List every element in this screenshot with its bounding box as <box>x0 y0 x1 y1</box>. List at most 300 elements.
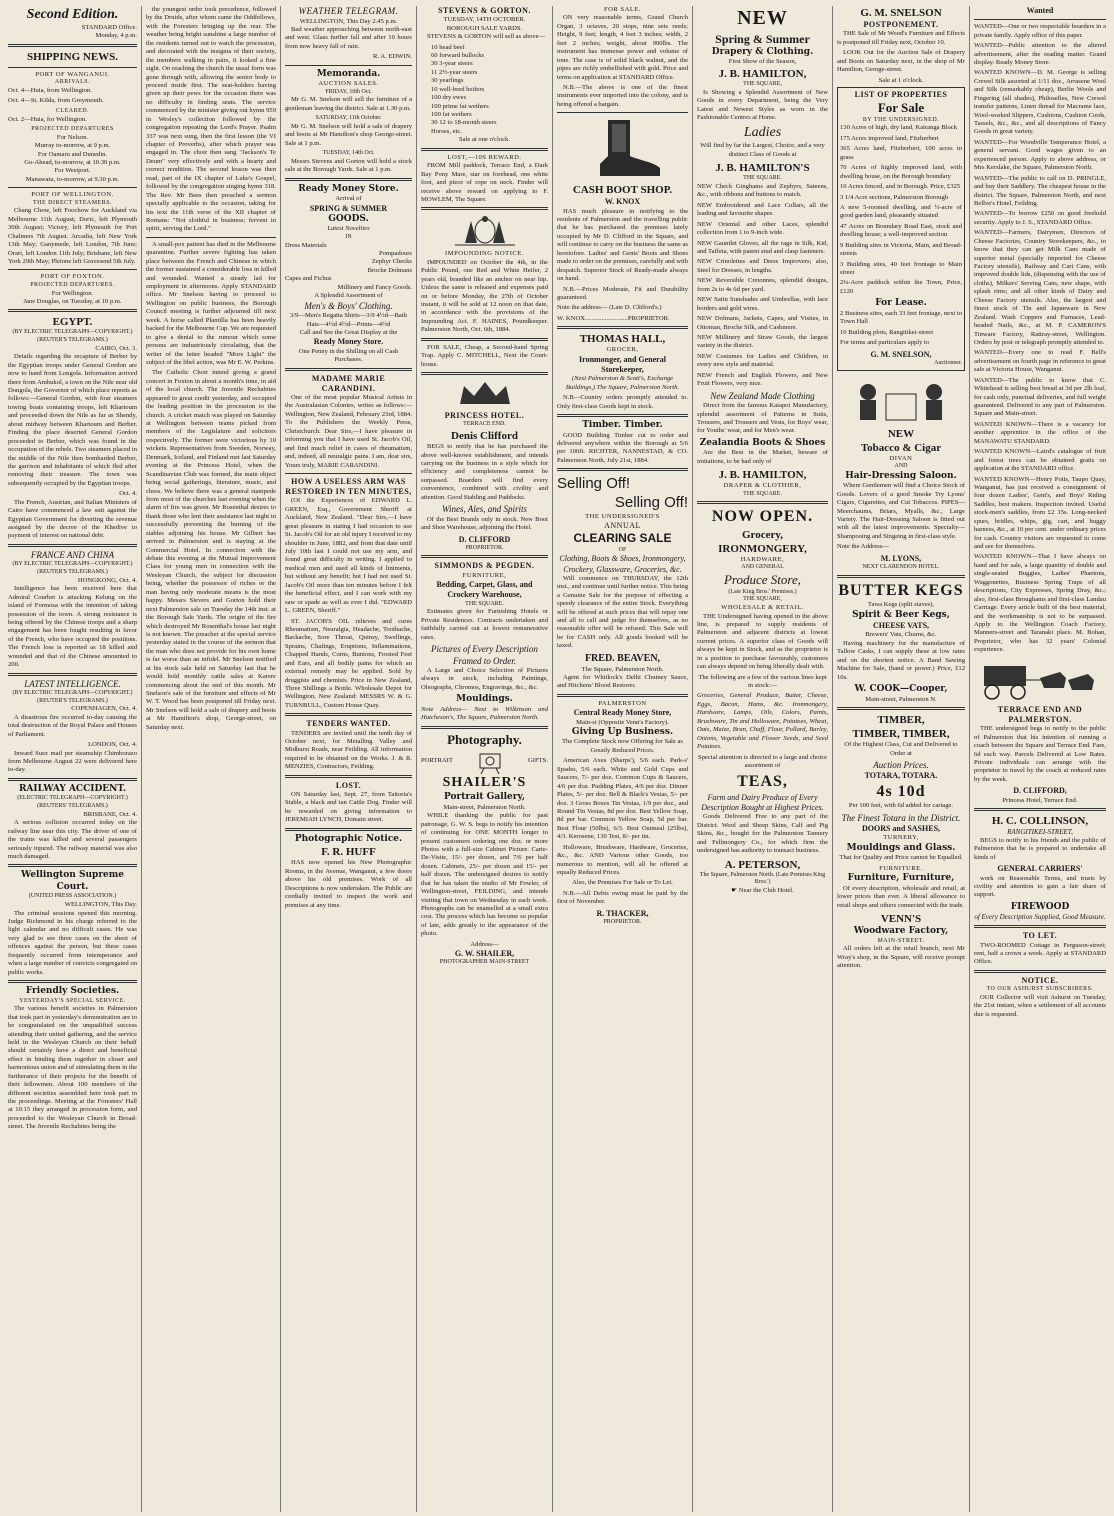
madame-heading: MADAME MARIE CARANDINI. <box>311 373 386 393</box>
thall-name: THOMAS HALL, <box>579 333 666 346</box>
furniture-label: FURNITURE. <box>879 864 923 872</box>
impound-text: IMPOUNDED on October the 4th, in the Public Pound, one Red and White Heifer, 2 years old, branded like an anchor on near hip. Unless the same is released and expenses paid on or before Monday, the 27th of October instant, it will be sold at 12 noon on that date, in accordance with the provisions of the Impounding Act. F. HAINES, Poundkeeper. Palmerston North, Oct. 6th, 1884. <box>421 258 548 334</box>
quality-text: That for Quality and Price cannot be Equalled. <box>839 854 963 862</box>
for-sale-trap: FOR SALE, Cheap, a Second-hand Spring Trap. Apply C. MITCHELL, Next the Court-house. <box>421 343 548 368</box>
square-label: THE SQUARE. <box>743 490 782 497</box>
postponement-heading: POSTPONEMENT. <box>863 20 939 30</box>
auction-date: FRIDAY, 10th Oct. <box>325 88 372 95</box>
shipping-title: SHIPPING NEWS. <box>26 50 119 63</box>
organ-nb: N.B.—The above is one of the finest instruments ever imported into the colony, and is being offered a bargain. <box>557 83 688 108</box>
lost-text: FROM Mill paddock, Terrace End, a Dark Bay Pony Mare, star on forehead, one white foot, and piece of rope on neck. Finder will receive above reward on applying to F. MOWLEM, The Square. <box>421 162 548 203</box>
lookout-text: LOOK Out for the Auction Sale of Drapery and Boots on Saturday next, in the shop of Mr Hamilton, George-street. <box>837 49 965 74</box>
firewood-text: of Every Description Supplied, Good Measure. <box>974 913 1106 922</box>
departure-line: For Nelson. <box>56 133 89 141</box>
auction-text: Mr G. M. Snelson will hold a sale of drapery and boots at Mr Hamilton's shop George-street. Sale at 1 p.m. <box>285 122 412 147</box>
column-5 <box>553 6 693 1512</box>
finest-totara: The Finest Totara in the District. <box>841 812 961 823</box>
friendly-heading: Friendly Societies. <box>25 986 120 997</box>
article-text: The criminal sessions opened this morning. Judge Richmond in his charge referred to the light calendar and no difficult cases. He was very glad to see three cases on the sheet of offences against the person, but these cases frequently occurred from intemperance and when a large number of convicts congregated on public works. <box>8 909 137 976</box>
divider <box>974 970 1106 973</box>
property-item: 9 Building sites in Victoria, Main, and Broad-streets <box>840 241 962 258</box>
article-text: The French, Austrian, and Italian Ministers of Cairo have commenced a law suit against the Egyptian Government for diverting the revenue assigned by the decree of the Khedive to payment of interest on national debt. <box>8 498 137 540</box>
property-item: 10 Acres fenced, and in Borough. Price, £325 <box>840 183 961 191</box>
to-let-text: TWO-ROOMED Cottage in Ferguson-street; rent, half a crown a week. Apply at STANDARD Office. <box>974 941 1106 966</box>
postpone-text: THE Sale of Mr Wood's Furniture and Effects is postponed till Friday next, October 10. <box>837 30 965 46</box>
divider <box>421 338 548 341</box>
property-item: 2¼-Acre paddock within the Town, Price, £120 <box>840 279 962 295</box>
departure-line: Manawatu, to-morrow, at 9.30 p.m. <box>25 175 120 183</box>
timber-heading: Timber. Timber. <box>582 419 663 430</box>
mouldings-heading: Mouldings. <box>456 694 513 705</box>
and-label: AND <box>894 463 908 470</box>
sale-date: TUESDAY, 14TH OCTOBER. <box>443 16 526 24</box>
stock-item: 100 fat wethers <box>431 111 472 119</box>
now-open-heading: NOW OPEN. <box>711 508 814 526</box>
column-6 <box>693 6 833 1512</box>
assortment-text: A Splendid Assortment of <box>314 292 383 300</box>
coach-illustration-icon <box>980 658 1100 702</box>
dateline: HONGKONG, Oct. 4. <box>77 576 137 584</box>
column-4 <box>417 6 553 1512</box>
wanted-ad: WANTED—Farmers, Dairymen, Directors of Cheese Factories, Country Storekeepers, &c., to know that they can get Milk Cans made of superior metal (specially imported for Cheese Factory utensils), Railway and Cart Cans, with improved double lids, (dispensing with the use of cloths), Milkers' Serving Cans, new shape, with splash rims; and all other kinds of Dairy and Cheese Factory utensils. Also, the largest and finest stock of Tin and Japanware in New Zealand. Wash Coppers and Furnaces, Lead-headed Nails, &c., at M. P. CAMERON'S Tinware Factory, Rattray-street, Wellington. Orders by post or telegraph promptly attended to. <box>974 229 1106 346</box>
special-label: Special attention is directed to a large and choice assortment of <box>697 753 828 769</box>
smoker-illustration-icon <box>846 374 956 424</box>
new-item: NEW French and English Flowers, and New Fruit Flowers, very nice. <box>697 371 828 388</box>
port-wellington: PORT OF WELLINGTON. <box>31 191 114 199</box>
of-label: OF <box>618 546 627 553</box>
stock-list <box>421 44 548 137</box>
hollowware-text: Holloware, Brushware, Hardware, Groceries, &c., &c. AND Various other Goods, too numerous to mention, will all be offered at equally Reduced Prices. <box>557 843 688 877</box>
item-line: Pompadours <box>379 249 412 257</box>
near-club: Near the Club Hotel. <box>738 886 794 894</box>
hotel-text: BEGS to notify that he has purchased the above well-known establishment, and intends carrying on the business in a style which for efficiency and completeness cannot be surpassed. Boarders will find every convenience, combined with civility and attention. Good Stabling and Paddocks. <box>421 443 548 501</box>
departure-line: Murray to-morrow, at 9 p.m. <box>34 142 111 150</box>
useless-arm-heading: HOW A USELESS ARM WAS RESTORED IN TEN MINUTES, <box>285 476 412 497</box>
totara-heading: TOTARA, TOTARA. <box>864 771 938 781</box>
madame-text: One of the most popular Musical Artists in the Australasian Colonies, writes as follows:— Wellington, New Zealand, February 23rd, 1884. To the Publishers the Weekly Press, Christchurch. Dear Sirs,—I have pleasure in informing you that I have used St. Jacob's Oil, and find much relief in cases of rheumatism, and, indeed, all neuralgic pains. I am, dear sirs, Yours truly, MARIE CARANDINI. <box>285 394 412 469</box>
divider <box>8 673 137 676</box>
divider <box>421 372 548 375</box>
cleared-line: Oct. 2—Huia, for Wellington. <box>8 115 87 123</box>
sale-time: Sale at 1 o'clock. <box>878 76 924 84</box>
jbh-name: J. B. HAMILTON, <box>718 67 807 80</box>
huff-name: F. R. HUFF <box>321 846 376 859</box>
annual-label: ANNUAL <box>604 521 641 531</box>
tenders-heading: TENDERS WANTED. <box>306 719 391 729</box>
column-3 <box>281 6 417 1512</box>
telegram-credit: (ELECTRIC TELEGRAPH—COPYRIGHT.) (REUTERS' TELEGRAMS.) <box>17 795 128 810</box>
divider <box>285 828 412 831</box>
camera-icon <box>476 748 504 774</box>
cook-name: W. COOK—Cooper, <box>854 683 948 694</box>
wholesale-label: WHOLESALE & RETAIL. <box>721 604 804 612</box>
mouldings-glass: Mouldings and Glass. <box>846 842 956 853</box>
forsale-heading: FOR SALE. <box>603 6 642 13</box>
article-text: Details regarding the recapture of Berber by the Egyptian troops under General Gordon are now to hand from Longola. Information arrived there from Ambukol, a town on the Nile near old Dongola, the Governor of which place reports as follows:—General Gordon, with four steamers towing boats containing troops, left Khartoum and proceeded down the Nile as far as Shendy, about midway between Khartoum and Berber. Finding the place deserted General Gordon proceeded to Berber, which was found in the occupation of the rebels. Two steamers placed in the middle of the Nile then bombarded Berber, the garrison and inhabitants of which fled after removing their treasure. The town was subsequently occupied by the Egyptian troops. <box>8 353 137 487</box>
telegram-credit: (UNITED PRESS ASSOCIATION.) <box>28 893 117 900</box>
pictures-text: A Large and Choice Selection of Pictures always in stock, including Paintings, Oleographs, Chromos, Engravings, &c., &c. <box>421 667 548 691</box>
stock-item: 30 3-year steers <box>431 60 473 68</box>
goods-heading: GOODS. <box>328 213 369 224</box>
lease-item: 2 Business sites, each 33 feet frontage, next to Town Hall <box>840 309 962 326</box>
new-heading: NEW <box>737 7 788 29</box>
item-line: Zephyr Checks <box>371 258 412 266</box>
article-text: Intelligence has been received here that Admiral Courbet is attacking Kelung on the island of Formosa with the intention of taking possession of the town. A strong resistance is being offered by the Chinese troops and a sharp engagement has been fought resulting in favor of the French, who have occupied the positions. The French loss is reported as 18 killed and wounded and that of the Chinese amounted to 200. <box>8 585 137 669</box>
spring-summer: SPRING & SUMMER <box>309 203 388 213</box>
divider <box>421 207 548 210</box>
clothing-list: Clothing, Boots & Shoes, Ironmongery, Crockery, Glassware, Groceries, &c. <box>559 554 686 574</box>
beaven-agent: Agent for Whitlock's Delhi Chutney Sauce, and Hitchens' Blood Restorer. <box>557 673 688 690</box>
jbh-name: J. B. HAMILTON, <box>718 469 807 482</box>
departure-line: For Oamaru and Dunedin. <box>37 150 108 158</box>
price-items: American Axes (Sharps'), 5/6 each. Park-s' Spades, 5/6 each. White and Gold Cups and Saucers, 7/- per doz. Common Cups & Saucers, 4/6 per doz. Pudding Plates, 4/6 per doz. Dinner Plates, 5/- per doz. Bell & Black's Vestas, 5/- per doz. 3 Gross Boxes Tin Vestas, 1/9 per doz., and Round Tin Vestas, 8d per doz. Best Yellow Soap, 8d per bar. Common Yellow Soap, 5d per bar. Best Flour (50lbs), 6/3. Best Oatmeal (25lbs), 4/3. Kerosene, 130 Test, 8/- per tin. <box>557 757 688 841</box>
column-7 <box>833 6 970 1512</box>
stock-item: 30 12 to 18-month steers <box>431 119 497 127</box>
farm-text: Goods Delivered Free to any part of the District. Wool and Sheep Skins, Calf and Pig Skins, &c., bought for the Palmerston Tannery and Fellmongery Co., for which firm the undersigned has authority to transact business. <box>697 813 828 855</box>
cleared-heading: CLEARED. <box>55 107 90 114</box>
peterson-name: A. PETERSON, <box>724 858 801 871</box>
wanted-ad: WANTED KNOWN—That I have always on hand and for sale, a large quantity of double and single-seated Buggies, Ladies' Phaetons, Waggonettes, Business Spring Traps of all descriptions, City Expresses, Spring Dray, &c.; also, first-class Broughams and first-class Landau Carriage. Every article built of the best material, and the workmanship is not to be surpassed. Apply to the Wellington Coach Factory, Manners-street and Taranaki place. M. Bohan, Proprietor, who has 32 years' Colonial experience. <box>974 553 1106 654</box>
firewood-heading: FIREWOOD <box>1010 901 1070 912</box>
carriers-heading: GENERAL CARRIERS' <box>997 864 1083 874</box>
princess-label: Princess Hotel, Terrace End. <box>1002 796 1078 804</box>
dateline: BRISBANE, Oct. 4. <box>83 810 137 818</box>
wanted-ad: WANTED—For Woodville Temperance Hotel, a general servant. Good wages given to an experienced person. Apply to above address, or Mrs Kerslake, the Square, Palmerston North. <box>974 138 1106 172</box>
divider <box>8 187 137 188</box>
timber-heading: TIMBER, TIMBER, <box>852 728 950 741</box>
divider <box>285 713 412 716</box>
totara-price: 4s 10d <box>876 782 926 800</box>
supreme-court-heading: Wellington Supreme Court. <box>20 870 125 892</box>
article-text: Inward Suez mail per steamship Chimborazo from Melbourne August 22 were delivered here to-day. <box>8 749 137 774</box>
clearing-text: Will commence on THURSDAY, the 12th inst., and continue until further notice. This being a Genuine Sale for the purpose of effecting a speedy clearance of the entire Stock. Everything will be offered at such prices that will repay one and all to call and judge for themselves, as no reasonable offer will be refused. This Sale will be for CASH only. All goods booked will be taxed. <box>557 574 688 650</box>
divider <box>8 864 137 867</box>
butter-kegs-heading: BUTTER KEGS <box>838 581 964 599</box>
new-item: NEW Satin Sunshades and Umbrellas, with lace borders and gold wires. <box>697 296 828 312</box>
near-row <box>697 887 828 895</box>
lines-text: Groceries, General Produce, Butter, Cheese, Eggs, Bacon, Hams, &c. Ironmongery, Hardware, Lamps, Oils, Colors, Paints, Brushware, Tin and Holloware, Potatoes, Wheat, Oats, Maize, Bran, Chaff, Flour, Pollard, Barley, Onions, Vegetable and Flower Seeds, and Seed Potatoes. <box>697 692 828 751</box>
weather-sig: R. A. EDWIN. <box>372 53 412 61</box>
stock-item: 11 2½-year steers <box>431 68 478 76</box>
property-item: A new 5-roomed dwelling, and ½-acre of good garden land, pleasantly situated <box>840 203 962 220</box>
departure-line: Jane Douglas, on Tuesday, at 10 p.m. <box>23 297 122 305</box>
ironmongery-heading: IRONMONGERY, <box>718 542 807 555</box>
undersigned-label: THE UNDERSIGNED'S <box>585 512 660 520</box>
direct-steamers: THE DIRECT STEAMERS. <box>32 199 113 206</box>
rms-footer: Ready Money Store. <box>313 337 384 347</box>
turnery-label: TURNERY, <box>883 834 919 842</box>
port-wanganui: PORT OF WANGANUI. <box>35 70 110 78</box>
knox-proprietor: W. KNOX..........................PROPRIETOR. <box>557 314 670 322</box>
port-foxton: PORT OF FOXTON. <box>40 273 105 281</box>
collinson-text: BEGS to notify to his friends and the public of Palmerston that he is prepared to undertake all kinds of <box>974 836 1106 861</box>
farm-heading: Farm and Dairy Produce of Every Description Bought at Highest Prices. <box>701 792 824 813</box>
cook-text: Having machinery for the manufacture of Tallow Casks, I can supply these at low rates and on the shortest notice. A Band Sawing Machine for Sale, (hand or power.) Price, £12 10s. <box>837 639 965 681</box>
latest-heading: LATEST INTELLIGENCE. <box>24 678 121 689</box>
dateline: WELLINGTON, This Day. <box>64 901 137 909</box>
photo-notice-heading: Photographic Notice. <box>294 833 403 844</box>
pointing-hand-icon: ☛ <box>731 886 738 894</box>
shailer-name: SHAILER'S <box>442 775 527 791</box>
timber-text: Of the Highest Class, Cut and Delivered to Order at <box>844 741 958 757</box>
divider <box>8 980 137 983</box>
departure-line: Go-Ahead, to-morrow, at 10.30 p.m. <box>24 158 121 166</box>
auction-heading: AUCTION SALES. <box>318 80 379 88</box>
giving-up-heading: Giving Up Business. <box>571 726 674 737</box>
jbh-text: Is Showing a Splendid Assortment of New Goods in every Department, being the Very Latest and Newest Styles as worn in the Fashionable Centres at Home. <box>697 88 828 121</box>
arrival-line: Oct. 4—St. Kilda, from Greymouth. <box>8 97 104 105</box>
gws-name: G. W. SHAILER, <box>454 949 515 959</box>
giving-text: The Complete Stock now Offering for Sale as Greatly Reduced Prices. <box>562 738 683 754</box>
penny-text: One Penny in the Shilling on all Cash Purchases. <box>298 347 399 364</box>
woodware-factory: Woodware Factory, <box>853 926 949 937</box>
per-100-text: Per 100 feet, with 6d added for cartage. <box>848 802 954 810</box>
cook-address: Main-street, Palmerston N. <box>865 695 937 703</box>
wines-text: Of the Best Brands only in stock. New Boot and Shoe Warehouse, adjoining the Hotel. <box>421 515 548 532</box>
tobacco-heading: Tobacco & Cigar <box>860 441 942 454</box>
useless-arm-text: (Of the Experiences of EDWARD L. GREEN, Esq., Government Sheriff at Auckland, New Zealand. "Dear Sirs,—I have great pleasure in stating I had occasion to use St. Jacob's Oil for an old injury I received to my shoulder in June, 1882, and from that date until July 10th last I could not use my arm, and found great difficulty in writing. I applied to medical men and used all kinds of liniments, but without any benefit; but I had not used St. Jacob's Oil more than ten minutes before I felt the beneficial effect, and I can work with my saw or spade as well as ever I did. "EDWARD L. GREEN, Sheriff." <box>285 497 412 615</box>
iron-label: Ironmonger, and General Storekeeper, <box>579 354 666 374</box>
bedding-heading: Bedding, Carpet, Glass, and Crockery Warehouse, <box>436 580 533 600</box>
property-item: 130 Acres of high, dry land, Kairanga Block <box>840 124 958 132</box>
organ-text: ON very reasonable terms, Grand Church Organ, 3 octaves, 20 stops, nine sets reeds; Height, 9 feet; length, 4 feet 3 inches; width, 2 feet 2 inches; weight, about 900lbs. The instrument has immense power and volume of tone. The case is of solid black walnut, and the pipes are richly embellished with gold. Price and terms on application at STANDARD Office. <box>557 14 688 81</box>
lease-item: 10 Building plots, Rangitikei-street <box>840 328 934 336</box>
divider <box>285 65 412 66</box>
divider <box>8 44 137 47</box>
telegram-credit: (BY ELECTRIC TELEGRAPH—COPYRIGHT.) (REUTER'S TELEGRAMS.) <box>12 690 133 704</box>
open-text: THE Undersigned having opened in the above line, is prepared to supply residents of Palmerston and adjacent districts at lowest current prices. A superior class of Goods will always be kept in Stock, and as the proprietor is in a position to purchase favourably, customers can always depend on being liberally dealt with. <box>697 612 828 671</box>
shailer-text: WHILE thanking the public for past patronage, G. W. S. begs to notify his intention of continuing for ONE MONTH longer to present customers ordering one doz. or more Photos with a full-size Cabinet Picture. Carte-De-Visite, 15/- per dozen, and 7/6 per half dozen. Cabinets, 25/- per dozen and 15/- per half dozen. The undersigned desires to notify that he has taken the studio of Mr Fowler, of Wellington-street, FEILDING, and intends visiting that town on Wednesday in each week. Photographs can be enamelled at a small extra cost. The process which has become so popular of late, adds greatly to the appearance of the photo. <box>421 812 548 938</box>
grocery-heading: Grocery, <box>741 528 784 541</box>
impound-heading: IMPOUNDING NOTICE. <box>445 250 524 258</box>
late-premises: (Late King Bros.' Premises.) <box>728 588 797 595</box>
clifford-name: D. CLIFFORD, <box>1013 786 1067 796</box>
wanted-ad: WANTED KNOWN—D. M. George is selling Crewel Silk assorted at 1/11 doz., Arrasene Wool and Silk (remarkably cheap), Berlin Wools and Fingering (all shades), Philoselles, New Crewel transfer patterns, Linen thread for Macrame lace, Wool-worked Slippers, Cushions, Cushion Cords, Tassels, &c., &c., and all descriptions of Fancy Goods in great variety. <box>974 69 1106 136</box>
collinson-name: H. C. COLLINSON, <box>991 814 1089 827</box>
projected-heading: PROJECTED DEPARTURES. <box>30 281 115 288</box>
lyons-name: M. LYONS, <box>880 553 922 563</box>
ladies-text: Will find by far the Largest, Choice, and a very distinct Class of Goods at <box>700 142 825 158</box>
knox-name: W. KNOX <box>604 197 641 207</box>
stock-item: 30 yearlings <box>431 77 464 85</box>
wanted-ad: WANTED—One or two respectable boarders in a private family. Apply office of this paper. <box>974 23 1106 39</box>
divider <box>285 178 412 181</box>
property-item: 365 Acres land, Fitzherbert, 100 acres in grass <box>840 145 962 161</box>
divider <box>8 309 137 312</box>
telegram-credit: (BY ELECTRIC TELEGRAPH—COPYRIGHT.) (REUTER'S TELEGRAMS.) <box>12 561 133 576</box>
auctioneer-label: Auctioneer. <box>934 359 962 366</box>
wanted-ad: WANTED—Public attention to the altered advertisement, after the reading matter. Grand display. Ready Money Store. <box>974 42 1106 66</box>
divider <box>8 269 137 270</box>
departure-line: For Wellington. <box>51 289 94 297</box>
article-text: The Catholic Choir intend giving a grand concert in Foxton in about a month's time, in aid of the local church. The Juvenile Rechabites appeared to great credit yesterday, and occupied the leading position in the procession to the church. A cricket match was played on Saturday at Wellington between teams picked from members of the Legislature and solicitors respectively. The former were victorious by 10 wickets. Representatives from Sweden, Norway, Denmark, Iceland, and Finland met last Saturday evening at the Princess Hotel, when the Scandinavian Club was formed, the main object being social gatherings, literature, music, and chess. We believe there was a general stampede from most of the churches last evening when the alarm of fire was given. Mr Rosenthal desires to thank those who lent their assistance last night in successfully preventing the burning of the stables adjoining his house. Mr Gilbert has arrived in Palmerston and is staying at the Commercial Hotel. In connection with the debate this evening at the Mutual Improvement Class for young men in connection with the Wesleyan Church, the subject for discussion being, whether the possessor of riches or the man having only moderate means is the most happy. Messrs Sievers and Gorton hold their next Palmerston sale on Tuesday the 14th inst. at the Borough Sale Yards. The origin of the fire which destroyed Mr Rosenthal's house last night is not known. The preacher at the special service yesterday stated in the course of the sermon that the man who does not provide for his own home is far worse than an infidel. Mr Snelson notified at his stock sale held on Saturday last that he would hold monthly cattle sales at Karere commencing about the end of this month. Mr Snelson's sale of the furniture and effects of Mr W. T. Wood has been postponed till Friday next. Mr Snelson will hold a sale of drapery and boots at Mr Hamilton's shop, George-street, on Saturday next. <box>146 369 276 731</box>
thall-address: (Next Palmerston & Scott's, Exchange Buildings,) The Square, Palmerston North. <box>565 375 680 391</box>
main-street: Main-st (Opposite Venn's Factory). <box>576 718 669 726</box>
furniture-heading: Furniture, Furniture, <box>847 873 955 884</box>
in-label: IN <box>345 233 352 240</box>
new-heading: NEW <box>887 427 915 440</box>
divider <box>557 326 688 329</box>
firm-heading: STEVENS & GORTON. <box>438 6 531 15</box>
office-line: STANDARD Office. <box>81 23 137 31</box>
furniture-heading: FURNITURE, <box>462 571 507 579</box>
divider <box>557 112 688 113</box>
lost-heading: LOST,—10S REWARD. <box>447 153 522 161</box>
ladies-heading: Ladies <box>743 125 782 141</box>
thall-nb: N.B—Country orders promptly attended to. Only first-class Goods kept in stock. <box>557 394 688 410</box>
pictures-heading: Pictures of Every Description Framed to Order. <box>431 644 538 666</box>
zealandia-heading: Zealandia Boots & Shoes <box>699 437 826 448</box>
telegram-credit: (BY ELECTRIC TELEGRAPH—COPYRIGHT.) (REUTER'S TELEGRAMS.) <box>12 329 133 344</box>
divider <box>837 707 965 710</box>
auction-date: SATURDAY, 11th October. <box>315 115 382 122</box>
arrival-line: Oct. 4—Huia, from Wellington. <box>8 86 92 94</box>
following-label: The following are a few of the various lines kept in stock:— <box>698 673 827 690</box>
projected-heading: PROJECTED DEPARTURES <box>31 125 114 132</box>
and-general-label: AND GENERAL <box>741 564 784 571</box>
knox-nb: N.B.—Prices Moderate, Fit and Durability guaranteed. <box>557 285 688 301</box>
egypt-heading: EGYPT. <box>52 316 93 329</box>
zealandia-text: Are the Best in the Market, beware of imitations, to be had only of <box>697 449 828 465</box>
new-item: NEW Reversible Cretonnes, splendid designs, from 2s to 4s 6d per yard. <box>697 277 828 293</box>
column-8 <box>970 6 1110 1512</box>
arrival-text: Arrival of <box>335 195 362 203</box>
peterson-address: The Square, Palmerston North. (Late Premises King Bros.') <box>699 871 826 886</box>
divider <box>285 473 412 474</box>
list-heading: LIST OF PROPERTIES <box>854 89 948 99</box>
hair-text: Where Gentlemen will find a Choice Stock of Goods. Lovers of a good Smoke Try Lyons' Cigars, Cigarettes, and Cut Tobaccos. PIPES—Meerchaums, Briars, Myalls, &c., Large Variety. The Hair-Dressing Saloon is fitted out with all the latest improvements. Specialty—Shampooing and Singeing in first-class style. <box>837 482 965 540</box>
new-item: NEW Dolmans, Jackets, Capes, and Visites, in Ottoman, Broche Silk, and Cashmere. <box>697 315 828 331</box>
palmerston-label: PALMERSTON <box>598 699 647 707</box>
address-label: Address— <box>470 940 499 948</box>
divider <box>421 555 548 558</box>
square-label: THE SQUARE, <box>743 596 782 603</box>
ashurst-text: OUR Collector will visit Ashurst on Tuesday, the 21st instant, when a settlement of all accounts due is requested. <box>974 993 1106 1018</box>
edition-title: Second Edition. <box>26 7 119 22</box>
wanted-ad: WANTED—To borrow £250 on good freehold security. Apply to J. S., STANDARD Office. <box>974 210 1106 226</box>
arrivals-heading: ARRIVALS. <box>54 79 91 86</box>
item-line: Broche Dolmans <box>367 266 412 274</box>
square-label: THE SQUARE, <box>743 80 782 87</box>
yards-heading: BOROUGH SALE YARDS. <box>446 24 523 32</box>
properties-box <box>837 87 965 371</box>
cash-boot-heading: CASH BOOT SHOP. <box>572 184 673 197</box>
selling-off-2: Selling Off! <box>614 494 688 512</box>
venn-name: VENN'S <box>880 913 922 926</box>
column-1 <box>4 6 142 1512</box>
direct-steamers-text: Chang Chow, left Foochow for Auckland via Melbourne 11th August; Doric, left Plymouth 30th August; Victory, left Plymouth for Port Chalmers 7th August. Arcadia, left New York 13th May; Ganymede, left London, 7th June; Orari, left London 11th July; Brisbane, left New York 29th May; Pleione left Gravesend 5th July. <box>8 207 137 265</box>
wanted-ad: WANTED—The public to know that C. Whitehead is selling best bread at 3d per 2lb loaf, for cash only, punctual deliveries, and full weight guaranteed. Delivered to any part of Palmerston. Square and Main-street. <box>974 376 1106 418</box>
service-heading: YESTERDAY'S SPECIAL SERVICE. <box>19 997 126 1004</box>
mens-clothing: Men's & Boys' Clothing. <box>304 300 393 311</box>
for-sale-heading: For Sale <box>877 100 925 116</box>
photographer-label: PHOTOGRAPHER MAIN-STREET <box>439 959 530 966</box>
simmonds-heading: SIMMONDS & PEGDEN. <box>434 561 535 571</box>
nz-made-heading: New Zealand Made Clothing <box>710 390 815 401</box>
note-address: Note Address— Next to Wilkinson and Hutcheson's, The Square, Palmerston North. <box>421 705 548 722</box>
divider <box>974 19 1106 20</box>
knox-note: Note the address— (Late D. Clifford's.) <box>557 304 662 312</box>
railway-heading: RAILWAY ACCIDENT. <box>18 783 127 794</box>
departure-line: For Westport. <box>54 167 91 175</box>
divider <box>8 67 137 68</box>
beaven-name: FRED. BEAVEN, <box>584 652 661 664</box>
divider <box>146 237 276 238</box>
thacker-name: R. THACKER, <box>596 908 649 918</box>
hardware-label: HARDWARE, <box>740 556 785 564</box>
new-item: NEW Costumes for Ladies and Children, in every new style and material. <box>697 352 828 369</box>
new-item: NEW Gauntlet Gloves, all the rage in Silk, Kid, and Taffeta, with patent stud and clasp fasteners. <box>697 239 828 255</box>
wanted-ad: WANTED—Every one to read F. Bell's advertisement on fourth page in reference to great sale at Victoria House, Wanganui. <box>974 349 1106 374</box>
debts-text: N.B.—All Debts owing must be paid by the first of November. <box>557 889 688 906</box>
snelson-heading: G. M. SNELSON <box>860 7 942 19</box>
new-item: NEW Oriental and other Laces, splendid collection from 1 to 9-inch wide. <box>697 220 828 237</box>
knox-text: HAS much pleasure in notifying to the residents of Palmerston and the travelling public that he has purchased the premises lately occupied by Mr D. Clifford in the Square, and will continue to carry on the business the same as heretofore. Ladies' and Gents' Boots and Shoes made to order on the premises, carefully and with despatch. Superior Stock of Ready-made always on hand. <box>557 207 688 283</box>
huff-text: HAS now opened his New Photographic Rooms, in the Avenue, Wanganui, a few doors above his old premises. Work of all Descriptions is now undertaken. The Public are cordially invited to inspect the work and premises at any time. <box>285 859 412 909</box>
jacobs-oil-text: ST. JACOB'S OIL relieves and cures Rheumatism, Neuralgia, Headache, Toothache, Backache, Sore Throat, Quinsy, Swellings, Sprains, Chafings, Eruptions, Inflammations, Chapped Hands, Corns, Bunions, Frosted Feet and Ears, and all bodily pains for which an external remedy may be applied. Sold by druggists and chemists. Price in New Zealand, Three Shillings a Bottle. Wholesale Depot for Wellington, New Zealand: MESSRS W. & G. TURNBULL, Custom House Quay. <box>285 617 412 709</box>
dateline: Oct. 4. <box>119 490 137 498</box>
latest-novelties: Latest Novelties <box>327 225 370 233</box>
gallery-heading: Portrait Gallery, <box>443 792 526 803</box>
venn-text: All orders left at the retail branch, next Mr Wray's shop, in the Square, will receive prompt attention. <box>837 945 965 970</box>
stock-item: 10 well-bred heifers <box>431 85 485 93</box>
boot-icon <box>578 116 668 180</box>
thacker-proprietor: PROPRIETOR. <box>603 919 642 926</box>
to-let-heading: TO LET. <box>1022 931 1058 941</box>
terms-label: For terms and particulars apply to <box>840 339 930 347</box>
call-text: Call and See the Great Display at the <box>299 329 398 336</box>
simmonds-text: Estimates given for Furnishing Hotels or Private Residences. Contracts undertaken and faithfully carried out at lowest remunerative rates. <box>421 608 548 641</box>
auction-text: Messrs Stevens and Gorton will hold a stock sale at the Borough Yards. Sale at 1 p.m. <box>285 157 412 174</box>
coach-heading: TERRACE END AND PALMERSTON. <box>997 704 1083 724</box>
stock-item: 10 head beef <box>431 43 465 51</box>
rms-heading: Ready Money Store. <box>298 183 399 194</box>
item-line: Millinery and Fancy Goods. <box>337 283 412 291</box>
article-text: A serious collision occurred today on the railway line near this city. The driver of one of the trains was killed and several passengers seriously injured. The railway material was also much damaged. <box>8 819 137 860</box>
new-item: NEW Check Ginghams and Zephyrs, Sateens, &c., with ribbons and buttons to match. <box>697 182 828 199</box>
grocer-label: GROCER, <box>606 346 639 354</box>
main-street: Main-street, Palmerston North. <box>443 803 526 811</box>
item-line: Dress Materials <box>285 241 327 249</box>
new-item: NEW Embroidered and Lace Collars, all the leading and favourite shapes. <box>697 201 828 218</box>
princess-hotel-heading: PRINCESS HOTEL. <box>444 411 525 421</box>
divider <box>974 925 1106 928</box>
dateline: LONDON, Oct. 4. <box>88 741 137 749</box>
auction-date: TUESDAY, 14th Oct. <box>322 150 375 157</box>
for-lease-heading: For Lease. <box>875 298 927 309</box>
square-label: THE SQUARE. <box>743 175 782 182</box>
central-store: Central Ready Money Store, <box>573 708 672 718</box>
produce-store: Produce Store, <box>723 572 802 588</box>
first-show: First Show of the Season, <box>728 58 797 66</box>
gms-name: G. M. SNELSON, <box>870 349 932 359</box>
divider <box>421 726 548 729</box>
weather-text: Bad weather approaching between north-east and west. Glass further fall and after 10 hours from now heavy fall of rain. <box>285 25 412 50</box>
wines-heading: Wines, Ales, and Spirits <box>441 504 528 515</box>
property-item: 3 Building sites, 40 feet frontage to Main street <box>840 260 962 277</box>
by-label: BY THE UNDERSIGNED. <box>862 116 940 123</box>
terrace-end: TERRACE END. <box>463 421 506 428</box>
timber-heading: TIMBER, <box>877 713 925 726</box>
divider <box>557 468 688 471</box>
tawa-label: Tawa Kegs (split staves), <box>867 601 935 609</box>
lost-heading: LOST. <box>335 780 362 790</box>
property-item: 175 Acres improved land, Fitzherbert <box>840 134 939 142</box>
property-item: 47 Acres on Boundary Road East, stock and dwelling house; a well-improved section <box>840 222 962 239</box>
dateline: CAIRO, Oct. 3. <box>95 344 137 352</box>
clifford-name: D. CLIFFORD <box>458 534 511 544</box>
article-text: the youngest order took precedence, followed by the Druids, after whom came the Oddfellows, with the Foresters bringing up the rear. The weather being bright sunshine a large number of the residents turned out to watch the procession, and decorated with the insignia of their society, the members walking in pairs, it looked a fine sight. On reaching the church the usual form was gone through with, allowing the senior body to proceed inside first. The seat-holders having given up their pews for the occasion there was no difficulty in finding seats. The service commenced by the minister giving out hymn 959 in Wesley's collection followed by the congregation repeating the Lord's Prayer. Psalm 337 was next sung, then the first lesson (the VI chapter of Proverbs), after which prayer was engaged in. The choir then sang "Jackson's Te Deum" very effectively and with a hearty and correct rendition. The second lesson was then read, part of the IX chapter of Luke's Gospel, followed by the congregation singing hymn 318. The Rev. Mr Bees then preached a sermon specially applicable to the occasion, taking for his text the 11th verse of the XII chapter of Romans: "Not slothful in business; fervent in spirit, serving the Lord." <box>146 6 276 233</box>
